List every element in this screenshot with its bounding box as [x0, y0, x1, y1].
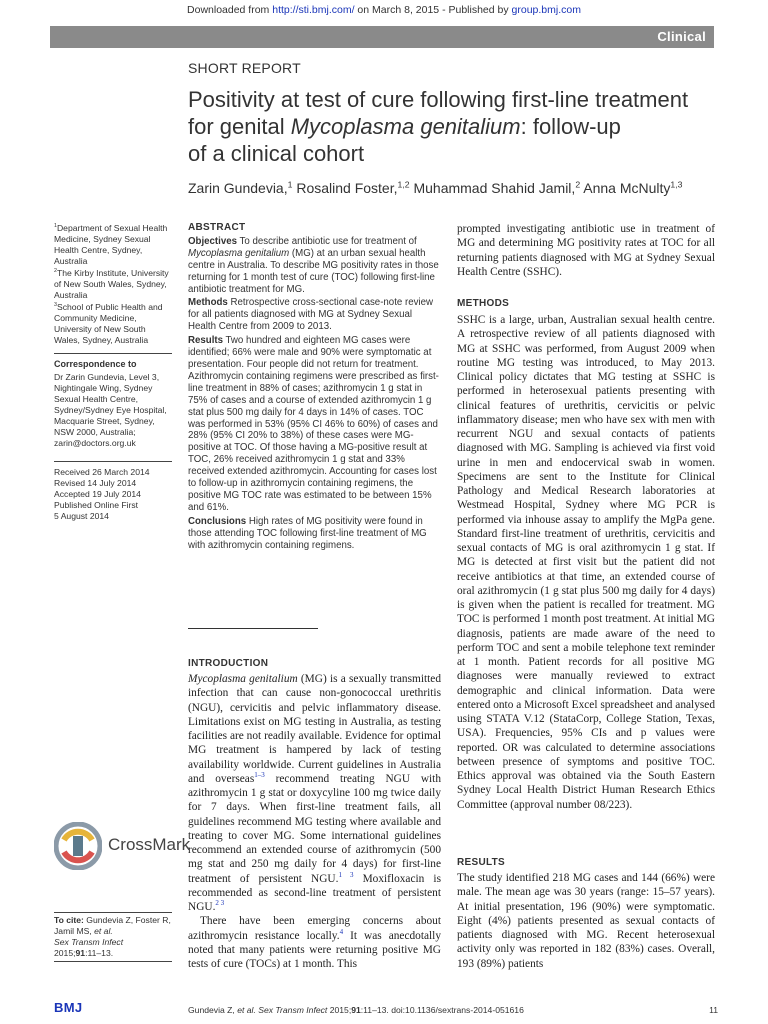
author-list: Zarin Gundevia,$^1$ Rosalind Foster,$^{1,2}$ Muhammad Shahid Jamil,$^2$ Anna McNulty$^{1,3}$ [188, 179, 683, 196]
page-number: 11 [709, 1005, 718, 1015]
introduction-heading: INTRODUCTION [188, 658, 269, 669]
abstract-results: Results Two hundred and eighteen MG cases were identified; 66% were male and 90% were symptomatic at presentation. Four people did not return for treatment. Azithromycin containing regimens were prescribed as first-line treatment in 88% of cases; azithromycin 1 g stat in 75% of cases and a course of extended azithromycin 1 g stat plus 500 mg daily for 4 days in 14% of cases. TOC was performed in 53% (95% CI 46% to 60%) of cases and 28% (95% CI 20% to 38%) of these cases were MG-positive at TOC. Of those having a MG-positive result at TOC, 26% received azithromycin 1 g stat and 33% received extended azithromycin. Accounting for cases lost to follow-up in azithromycin containing regimens, the positive MG TOC rate was estimated to be between 15% and 61%. [188, 335, 439, 513]
section-label: Clinical [657, 29, 706, 44]
correspondence-text: Dr Zarin Gundevia, Level 3, Nightingale Wing, Sydney Sexual Health Centre, Sydney/Sydney Eye Hospital, Macquarie Street, Sydney, NSW 2000, Australia; zarin@doctors.org.uk [54, 372, 167, 448]
crossmark-label: CrossMark [108, 835, 191, 854]
abstract-methods: Methods Retrospective cross-sectional case-note review for all patients diagnosed with MG at Sydney Sexual Health Centre from 2009 to 2013. [188, 297, 433, 333]
crossmark-badge[interactable] [54, 822, 191, 872]
abstract [188, 222, 440, 553]
affiliation: $^1$Department of Sexual Health Medicine, Sydney Sexual Health Centre, Sydney, Australia [54, 223, 168, 266]
page-footer: Gundevia Z, et al. Sex Transm Infect 2015;91:11–13. doi:10.1136/sextrans-2014-051616 11 [188, 1005, 718, 1015]
reference-link[interactable]: 2 3 [215, 899, 225, 908]
introduction-body: Mycoplasma genitalium (MG) is a sexually transmitted infection that can cause non-gonococcal urethritis (NGU), cervicitis and pelvic inflammatory disease. Limitations exist on MG testing in Australia, as testing facilities are not readily available. Evidence for optimal MG treatment is hampered by lack of testing availability worldwide. Current guidelines in Australia and overseas$^{1-3}$ recommend treating NGU with azithromycin 1 g stat or doxycyline 100 mg twice daily for 7 days. When first-line treatment fails, all guidelines recommend MG testing where available and treating to cover MG. Some international guidelines recommend an extended course of azithromycin (500 mg stat and 250 mg daily for 4 days) for first-line treatment of persistent NGU.$^{1 3}$ Moxifloxacin is recommended as second-line treatment of persistent NGU.$^{2 3}$ There have been emerging concerns about azithromycin resistance locally.$^4$ It was anecdotally noted that many patients were returning positive MG tests of cure (TOCs) at 1 month. This [188, 673, 442, 970]
methods-heading: METHODS [457, 298, 510, 309]
publisher-link[interactable]: group.bmj.com [511, 4, 581, 16]
abstract-conclusions: Conclusions High rates of MG positivity were found in those attending TOC following first-line treatment of MG with azithromycin containing regimens. [188, 515, 427, 551]
results-heading: RESULTS [457, 857, 506, 868]
correspondence-heading: Correspondence to [54, 359, 137, 369]
divider [54, 461, 172, 462]
abstract-objectives: Objectives To describe antibiotic use for treatment of Mycoplasma genitalium (MG) at an urban sexual health centre in Australia. To describe MG positivity rates in those returning for 1 month test of cure (TOC) following first-line antibiotic treatment for MG. [188, 235, 439, 295]
cite-box: To cite: Gundevia Z, Foster R, Jamil MS, et al. Sex Transm Infect 2015;91:11–13. [54, 912, 172, 962]
abstract-rule [188, 628, 318, 629]
introduction-continuation: prompted investigating antibiotic use in treatment of MG and determining MG positivity rates at TOC for all returning patients diagnosed with MG at Sydney Sexual Health Centre (SSHC). [457, 223, 715, 278]
source-link[interactable]: http://sti.bmj.com/ [272, 4, 355, 16]
reference-link[interactable]: 1 3 [338, 870, 354, 879]
methods-body: SSHC is a large, urban, Australian sexual health centre. A retrospective review of all patients diagnosed with MG at SSHC was performed, from August 2009 when routine MG testing was introduced, to May 2013. Clinical policy dictates that MG testing at SSHC is performed in heterosexual patients presenting with clinical features of urethritis, cervicitis or pelvic inflammatory disease; men who have sex with men with recurrent NGU and sexual contacts of patients diagnosed with MG. Sampling is achieved via first void urine in men and endocervical swab in women. Specimens are sent to the Institute for Clinical Pathology and Medical Research laboratories at Westmead Hospital, Sydney where MG PCR is performed via inhouse assay to amplify the MgPa gene. Standard first-line treatment of urethritis, cervicitis and sexual contacts of MG is oral azithromycin 1 g stat. If MG is detected at first visit but the patient did not receive antibiotics at that time, an extended course of oral azithromycin (1 g stat plus 500 mg daily for 4 days) is given when the patient is recalled for treatment. MG TOC is performed 1 month post treatment. At initial MG diagnosis, patients are made aware of the need to perform TOC and sent a mobile telephone text reminder at 1 month. Patient records for all positive MG diagnoses were manually reviewed to extract demographic and clinical information. Data were entered onto a Microsoft Excel spreadsheet and analysed using STATA V.12 (StataCorp, College Station, Texas, USA). Frequencies, 95% CIs and p values were reported. OR was calculated to determine associations between presence of symptoms and positive TOC. Ethics approval was obtained via the South Eastern Sydney Local Health District Human Research Ethics Committee (approval number 08/223). [457, 314, 715, 811]
affiliation: $^2$The Kirby Institute, University of New South Wales, Sydney, Australia [54, 268, 169, 300]
results-body: The study identified 218 MG cases and 144 (66%) were male. The mean age was 30 years (range: 15–57 years). At initial presentation, 196 (90%) were symptomatic. Eight (4%) patients presented as sexual contacts of patients diagnosed with MG. Recent heterosexual activity only was reported in 182 (83%) cases. Overall, 193 (89%) patients [457, 872, 715, 970]
download-banner: Downloaded from http://sti.bmj.com/ on March 8, 2015 - Published by group.bmj.com [187, 4, 581, 16]
reference-link[interactable]: 1–3 [254, 770, 265, 779]
affiliations [54, 223, 172, 347]
author-name[interactable]: Anna McNulty [583, 180, 671, 196]
abstract-heading: ABSTRACT [188, 222, 246, 233]
reference-link[interactable]: 4 [339, 927, 344, 936]
author-name[interactable]: Muhammad Shahid Jamil, [413, 180, 576, 196]
article-type: SHORT REPORT [188, 60, 301, 76]
article-dates: Received 26 March 2014 Revised 14 July 2014 Accepted 19 July 2014 Published Online First 5 August 2014 [54, 467, 150, 521]
section-bar [50, 26, 714, 48]
article-title: Positivity at test of cure following first-line treatment for genital Mycoplasma genitalium: follow-up of a clinical cohort [188, 87, 689, 166]
affiliation: $^3$School of Public Health and Community Medicine, University of New South Wales, Sydney, Australia [54, 302, 163, 345]
author-name[interactable]: Rosalind Foster, [296, 180, 398, 196]
author-name[interactable]: Zarin Gundevia, [188, 180, 288, 196]
crossmark-icon [54, 822, 102, 870]
divider [54, 353, 172, 354]
bmj-logo: BMJ [54, 1000, 83, 1015]
